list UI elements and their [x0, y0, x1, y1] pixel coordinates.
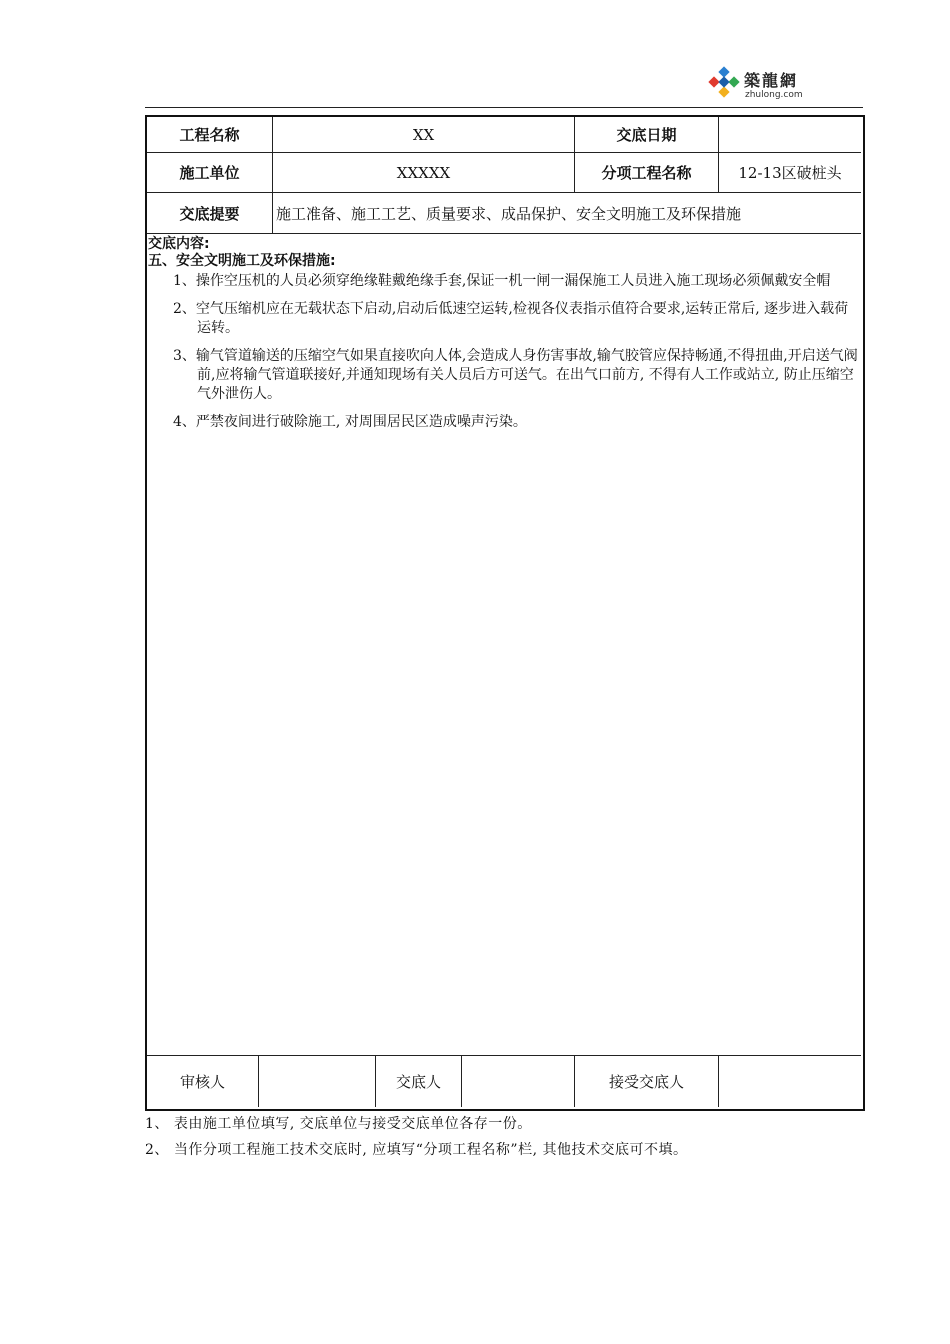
date-value[interactable] [719, 117, 861, 152]
reviewer-value[interactable] [259, 1056, 375, 1107]
list-item [173, 272, 860, 291]
reviewer-label: 审核人 [179, 1073, 225, 1091]
disclosure-content [148, 236, 860, 432]
unit-label: 施工单位 [179, 164, 240, 182]
header-rule [145, 107, 863, 108]
unit-value[interactable]: XXXXX [396, 163, 451, 182]
item-text: 严禁夜间进行破除施工, 对周围居民区造成噪声污染。 [195, 414, 527, 430]
list-item [173, 413, 860, 432]
discloser-label: 交底人 [395, 1073, 441, 1091]
sub-project-value[interactable]: 12-13区破桩头 [738, 164, 842, 182]
item-number: 3、 [173, 348, 196, 364]
project-name-label: 工程名称 [179, 126, 240, 144]
receiver-label: 接受交底人 [608, 1073, 684, 1091]
list-item [173, 347, 860, 404]
project-name-value[interactable]: XX [412, 125, 435, 144]
list-item [173, 300, 860, 338]
logo-url-text: zhulong.com [745, 90, 803, 100]
receiver-value[interactable] [719, 1056, 861, 1107]
footnote-1: 1、 表由施工单位填写, 交底单位与接受交底单位各存一份。 [145, 1116, 532, 1132]
item-number: 4、 [173, 414, 196, 430]
section-title: 五、安全文明施工及环保措施: [148, 253, 336, 269]
item-text: 空气压缩机应在无载状态下启动,启动后低速空运转,检视各仪表指示值符合要求,运转正常后, 逐步进入载荷运转。 [195, 301, 849, 336]
date-label: 交底日期 [616, 126, 677, 144]
logo-mark-icon [706, 66, 742, 102]
item-number: 1、 [173, 273, 196, 289]
sub-project-label: 分项工程名称 [601, 164, 692, 182]
summary-label: 交底提要 [179, 204, 240, 223]
item-number: 2、 [173, 301, 196, 317]
row-divider [147, 233, 861, 234]
summary-value[interactable]: 施工准备、施工工艺、质量要求、成品保护、安全文明施工及环保措施 [276, 204, 742, 223]
footnote-2: 2、 当作分项工程施工技术交底时, 应填写“分项工程名称”栏, 其他技术交底可不填。 [145, 1142, 688, 1158]
item-text: 输气管道输送的压缩空气如果直接吹向人体,会造成人身伤害事故,输气胶管应保持畅通,不得扭曲,开启送气阀前,应将输气管道联接好,并通知现场有关人员后方可送气。在出气口前方, 不得有人工作或站立, 防止压缩空气外泄伤人。 [195, 348, 858, 402]
discloser-value[interactable] [462, 1056, 574, 1107]
item-text: 操作空压机的人员必须穿绝缘鞋戴绝缘手套,保证一机一闸一漏保施工人员进入施工现场必须佩戴安全帽 [195, 273, 831, 289]
content-intro: 交底内容: [148, 236, 210, 252]
zhulong-logo [706, 66, 816, 104]
logo-chinese-text: 築龍網 [744, 71, 799, 90]
